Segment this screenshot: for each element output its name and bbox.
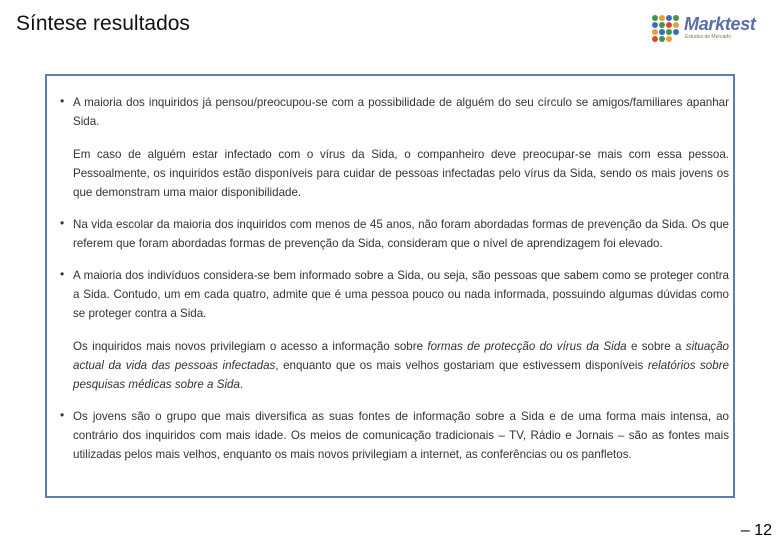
bullet-3-text: A maioria dos indivíduos considera-se bem informado sobre a Sida, ou seja, são pessoas que sabem como se proteger contra a Sida. Contudo, um em cada quatro, admite que é uma pessoa pouco ou nada informada, possuindo algumas dúvidas como se proteger contra a Sida. (73, 269, 729, 320)
paragraph-3-text: e sobre a (626, 340, 686, 353)
page-number: – 12 (740, 522, 772, 539)
paragraph-3-emphasis: situação actual da vida das pessoas infectadas (73, 340, 729, 372)
bullet-dot-icon: • (60, 94, 65, 108)
page-title: Síntese resultados (16, 12, 190, 35)
paragraph-3-emphasis: formas de protecção do vírus da Sida (427, 340, 627, 353)
bullet-dot-icon: • (60, 267, 65, 281)
paragraph-3-text: . (239, 378, 244, 391)
paragraph-1: Em caso de alguém estar infectado com o vírus da Sida, o companheiro deve preocupar-se mais com essa pessoa. Pessoalmente, os inquiridos estão disponíveis para cuidar de pessoas infectadas pelo vírus da Sida, sendo os mais jovens os que demonstram uma maior disponibilidade. (73, 148, 729, 199)
logo-dots-icon (652, 14, 680, 42)
logo-wordmark: Marktest (684, 14, 756, 34)
summary-box (45, 74, 735, 498)
bullet-1-text: A maioria dos inquiridos já pensou/preocupou-se com a possibilidade de alguém do seu círculo se amigos/familiares apanhar Sida. (73, 96, 729, 128)
bullet-2-text: Na vida escolar da maioria dos inquiridos com menos de 45 anos, não foram abordadas formas de prevenção da Sida. Os que referem que foram abordadas formas de prevenção da Sida, consideram que o nível de aprendizagem foi elevado. (73, 218, 729, 250)
bullet-2 (59, 215, 729, 253)
marktest-logo (652, 14, 770, 44)
bullet-4-text: Os jovens são o grupo que mais diversifica as suas fontes de informação sobre a Sida e de uma forma mais intensa, ao contrário dos inquiridos com mais idade. Os meios de comunicação tradicionais – TV, Rádio e Jornais – são as fontes mais utilizadas pelos mais velhos, enquanto os mais novos privilegiam a internet, as conferências ou os panfletos. (73, 410, 729, 461)
bullet-1 (59, 93, 729, 131)
bullet-dot-icon: • (60, 408, 65, 422)
bullet-dot-icon: • (60, 216, 65, 230)
paragraph-3-text: , enquanto que os mais velhos gostariam que estivessem disponíveis (275, 359, 648, 372)
paragraph-3 (59, 337, 729, 394)
paragraph-3-text: Os inquiridos mais novos privilegiam o acesso a informação sobre (73, 340, 428, 353)
logo-subtitle: Estudos de Mercado (685, 34, 731, 40)
bullet-3 (59, 266, 729, 323)
paragraph-3-emphasis: relatórios sobre pesquisas médicas sobre a Sida (73, 359, 730, 391)
bullet-4 (59, 407, 729, 464)
